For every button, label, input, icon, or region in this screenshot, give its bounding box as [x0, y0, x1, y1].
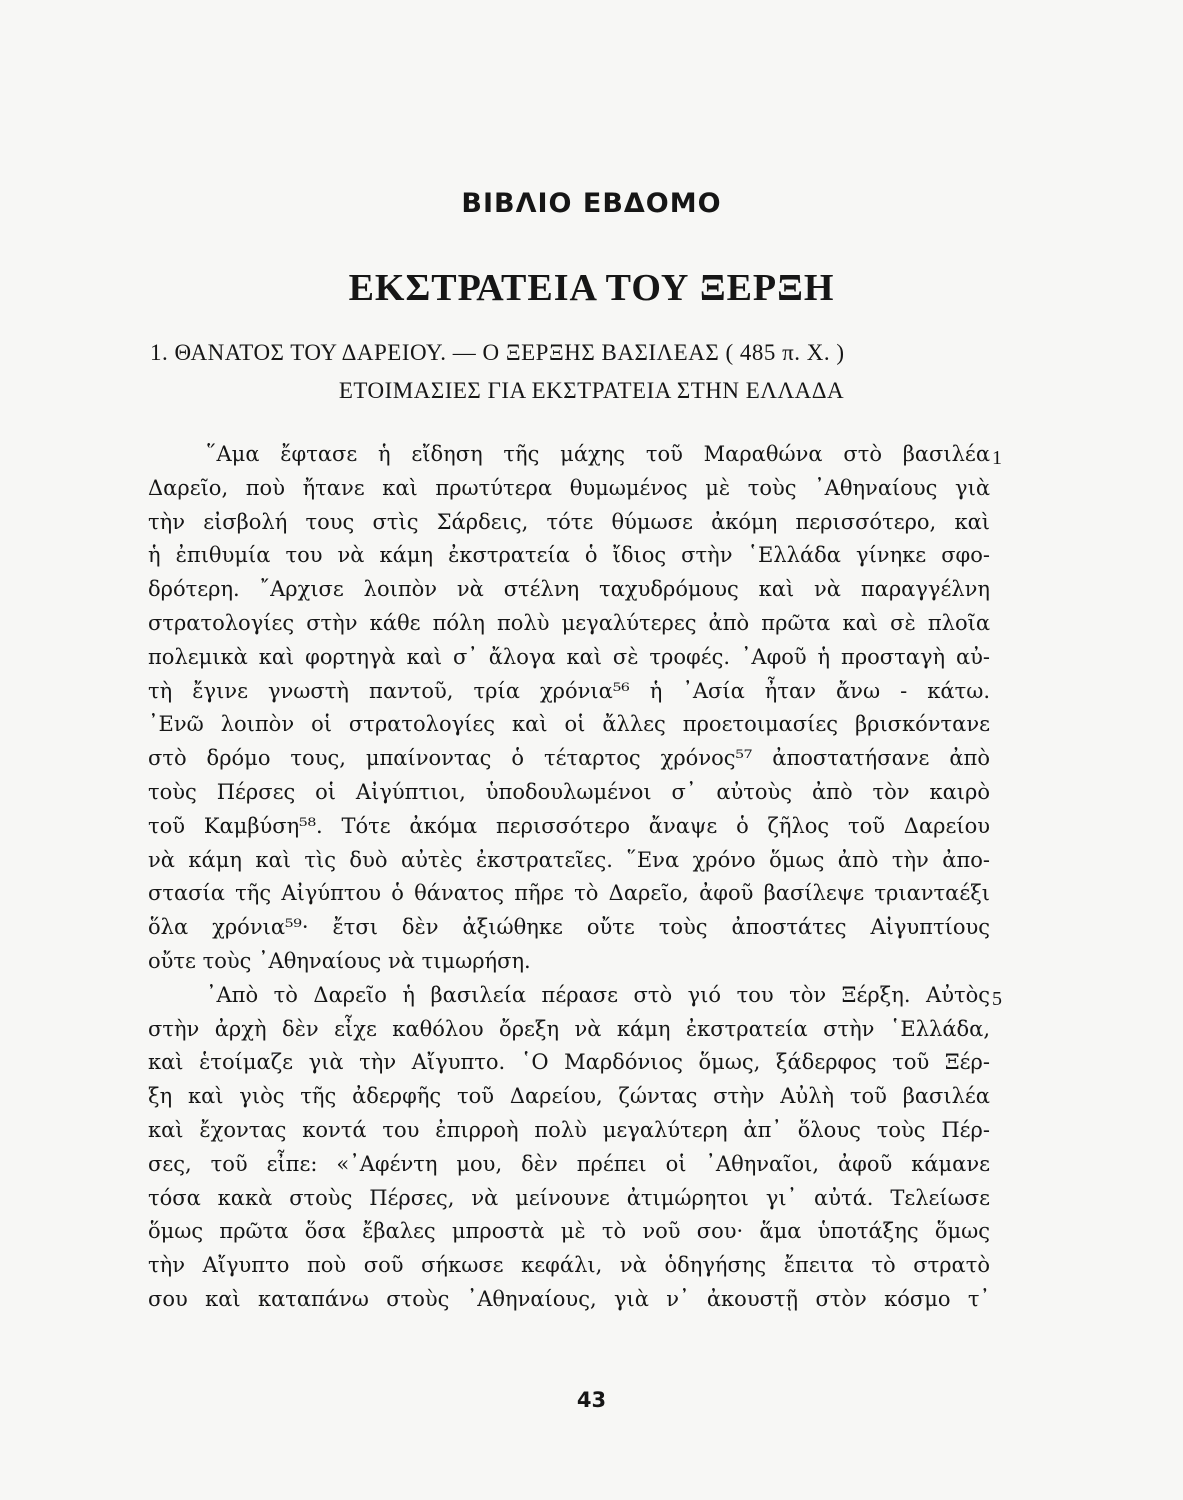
- text-line: στρατολογίες στὴν κάθε πόλη πολὺ μεγαλύτερες ἀπὸ πρῶτα καὶ σὲ πλοῖα: [148, 610, 990, 635]
- text-line: τοῦ Καμβύση⁵⁸. Τότε ἀκόμα περισσότερο ἄναψε ὁ ζῆλος τοῦ Δαρείου: [148, 813, 990, 838]
- text-line: ὅμως πρῶτα ὅσα ἔβαλες μπροστὰ μὲ τὸ νοῦ σου· ἅμα ὑποτάξης ὅμως: [148, 1219, 990, 1244]
- chapter-title: ΕΚΣΤΡΑΤΕΙΑ ΤΟΥ ΞΕΡΞΗ: [348, 267, 835, 309]
- text-line: ῞Αμα ἔφτασε ἡ εἴδηση τῆς μάχης τοῦ Μαραθώνα στὸ βασιλέα: [206, 442, 990, 466]
- text-line: ξη καὶ γιὸς τῆς ἀδερφῆς τοῦ Δαρείου, ζώντας στὴν Αὐλὴ τοῦ βασιλέα: [148, 1084, 990, 1109]
- section-subheading: ΕΤΟΙΜΑΣΙΕΣ ΓΙΑ ΕΚΣΤΡΑΤΕΙΑ ΣΤΗΝ ΕΛΛΑΔΑ: [338, 378, 845, 403]
- text-line: σου καὶ καταπάνω στοὺς ᾿Αθηναίους, γιὰ ν᾿ ἀκουστῇ στὸν κόσμο τ᾿: [148, 1286, 990, 1311]
- text-line: στὸ δρόμο τους, μπαίνοντας ὁ τέταρτος χρόνος⁵⁷ ἀποστατήσανε ἀπὸ: [148, 746, 990, 771]
- text-line: οὔτε τοὺς ᾿Αθηναίους νὰ τιμωρήση.: [148, 948, 531, 973]
- text-line: τόσα κακὰ στοὺς Πέρσες, νὰ μείνουνε ἀτιμώρητοι γι᾿ αὐτά. Τελείωσε: [148, 1185, 990, 1210]
- text-line: τὴν εἰσβολή τους στὶς Σάρδεις, τότε θύμωσε ἀκόμη περισσότερο, καὶ: [148, 509, 990, 534]
- text-line: στασία τῆς Αἰγύπτου ὁ θάνατος πῆρε τὸ Δαρεῖο, ἀφοῦ βασίλεψε τριανταέξι: [148, 881, 990, 906]
- text-line: καὶ ἑτοίμαζε γιὰ τὴν Αἴγυπτο. ῾Ο Μαρδόνιος ὅμως, ξάδερφος τοῦ Ξέρ-: [148, 1050, 990, 1075]
- page-number: 43: [576, 1388, 607, 1412]
- text-line: τοὺς Πέρσες οἱ Αἰγύπτιοι, ὑποδουλωμένοι σ᾿ αὐτοὺς ἀπὸ τὸν καιρὸ: [148, 779, 990, 804]
- text-line: τὴν Αἴγυπτο ποὺ σοῦ σήκωσε κεφάλι, νὰ ὁδηγήσης ἔπειτα τὸ στρατὸ: [148, 1253, 990, 1278]
- section-heading: 1. ΘΑΝΑΤΟΣ ΤΟΥ ΔΑΡΕΙΟΥ. — Ο ΞΕΡΞΗΣ ΒΑΣΙΛΕΑΣ ( 485 π. Χ. ): [150, 340, 845, 365]
- text-line: Δαρεῖο, ποὺ ἤτανε καὶ πρωτύτερα θυμωμένος μὲ τοὺς ᾿Αθηναίους γιὰ: [148, 475, 990, 500]
- text-line: τὴ ἔγινε γνωστὴ παντοῦ, τρία χρόνια⁵⁶ ἡ ᾿Ασία ἦταν ἄνω - κάτω.: [148, 678, 990, 703]
- margin-line-number: 5: [992, 988, 1002, 1010]
- text-line: δρότερη. ῎Αρχισε λοιπὸν νὰ στέλνη ταχυδρόμους καὶ νὰ παραγγέλνη: [148, 577, 990, 602]
- text-line: πολεμικὰ καὶ φορτηγὰ καὶ σ᾿ ἄλογα καὶ σὲ τροφές. ᾿Αφοῦ ἡ προσταγὴ αὐ-: [148, 644, 990, 669]
- text-line: στὴν ἀρχὴ δὲν εἶχε καθόλου ὄρεξη νὰ κάμη ἐκστρατεία στὴν ῾Ελλάδα,: [148, 1016, 990, 1041]
- book-title: ΒΙΒΛΙΟ ΕΒΔΟΜΟ: [461, 188, 722, 219]
- text-line: ὅλα χρόνια⁵⁹· ἔτσι δὲν ἀξιώθηκε οὔτε τοὺς ἀποστάτες Αἰγυπτίους: [148, 915, 990, 940]
- text-line: καὶ ἔχοντας κοντά του ἐπιρροὴ πολὺ μεγαλύτερη ἀπ᾿ ὅλους τοὺς Πέρ-: [148, 1117, 990, 1142]
- text-line: ἡ ἐπιθυμία του νὰ κάμη ἐκστρατεία ὁ ἴδιος στὴν ῾Ελλάδα γίνηκε σφο-: [148, 543, 990, 568]
- text-line: ᾿Ενῶ λοιπὸν οἱ στρατολογίες καὶ οἱ ἄλλες προετοιμασίες βρισκόντανε: [148, 712, 990, 737]
- margin-line-number: 1: [992, 447, 1002, 469]
- text-line: νὰ κάμη καὶ τὶς δυὸ αὐτὲς ἐκστρατεῖες. ῞Ενα χρόνο ὅμως ἀπὸ τὴν ἀπο-: [148, 847, 990, 872]
- body-text: [148, 438, 990, 1317]
- text-line: σες, τοῦ εἶπε: «᾿Αφέντη μου, δὲν πρέπει οἱ ᾿Αθηναῖοι, ἀφοῦ κάμανε: [148, 1151, 990, 1176]
- text-line: ᾿Απὸ τὸ Δαρεῖο ἡ βασιλεία πέρασε στὸ γιό του τὸν Ξέρξη. Αὐτὸς: [206, 982, 990, 1007]
